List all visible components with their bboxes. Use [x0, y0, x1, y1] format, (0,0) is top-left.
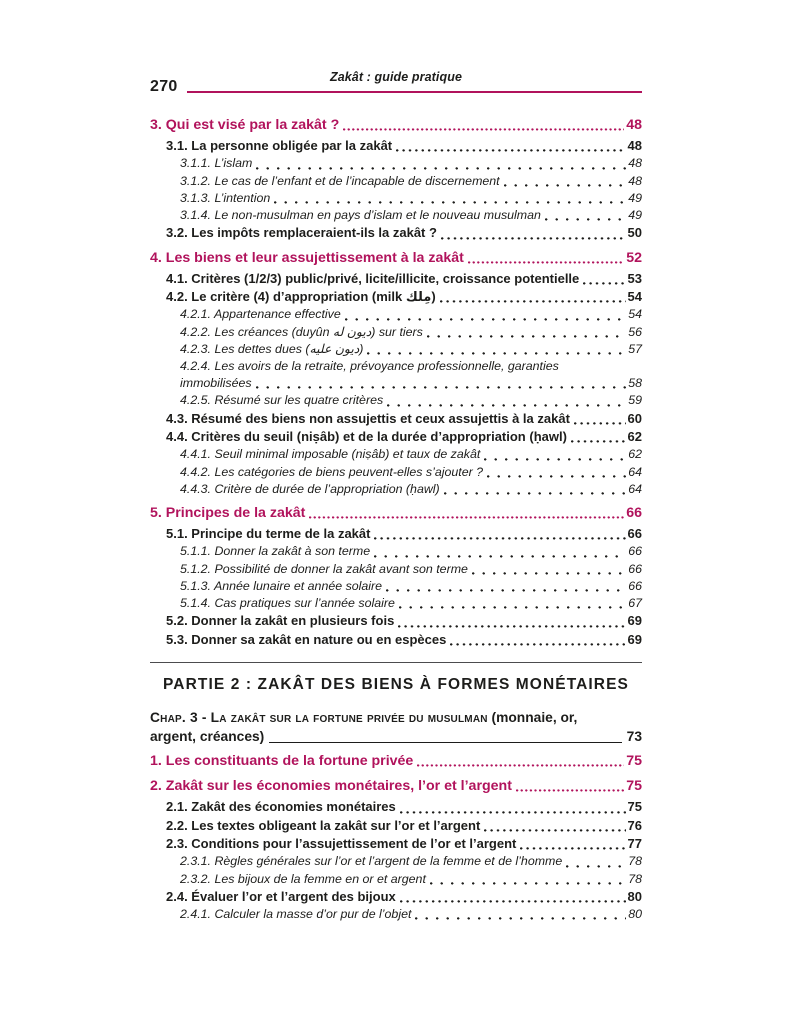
dotted-leader — [520, 846, 625, 850]
toc-entry — [150, 871, 642, 888]
solid-line-leader — [269, 742, 621, 743]
toc-page-number: 54 — [628, 307, 642, 322]
toc-entry-label: 4.2.4. Les avoirs de la retraite, prévoyance professionnelle, garanties — [180, 359, 559, 374]
dotted-leader — [484, 457, 626, 461]
section-divider — [150, 662, 642, 663]
toc-page-number: 56 — [628, 324, 642, 339]
toc-entry-label: 5.1.4. Cas pratiques sur l’année solaire — [180, 596, 395, 611]
dotted-leader — [441, 236, 626, 240]
dotted-leader — [574, 421, 626, 425]
toc-entry — [150, 270, 642, 288]
dotted-leader — [374, 536, 625, 540]
toc-page-number: 66 — [628, 578, 642, 593]
dotted-leader — [440, 299, 626, 303]
toc-entry — [150, 190, 642, 207]
dotted-leader — [399, 605, 626, 609]
toc-entry-label: 2.3.2. Les bijoux de la femme en or et argent — [180, 871, 426, 886]
toc-entry-label: 5.2. Donner la zakât en plusieurs fois — [166, 613, 395, 629]
toc-entry — [150, 224, 642, 242]
toc-entry-label: 3.1.2. Le cas de l’enfant et de l’incapable de discernement — [180, 173, 500, 188]
toc-page-number: 75 — [627, 799, 642, 815]
toc-entry — [150, 481, 642, 498]
toc-entry-continuation — [150, 375, 642, 392]
dotted-leader — [504, 183, 627, 187]
toc-page-number: 59 — [628, 393, 642, 408]
toc-entry — [150, 853, 642, 870]
dotted-leader — [427, 334, 626, 338]
toc-page-number: 76 — [627, 817, 642, 833]
toc-entry-label: 2.4.1. Calculer la masse d’or pur de l’objet — [180, 907, 412, 922]
toc-entry — [150, 155, 642, 172]
toc-page-number: 78 — [628, 854, 642, 869]
dotted-leader — [400, 810, 626, 814]
toc-entry — [150, 595, 642, 612]
toc-entry-label: 4.1. Critères (1/2/3) public/privé, licite/illicite, croissance potentielle — [166, 270, 580, 286]
chapter3-page-number: 73 — [626, 728, 642, 744]
toc-page-number: 78 — [628, 871, 642, 886]
toc-entry — [150, 306, 642, 323]
dotted-leader — [256, 166, 626, 170]
dotted-leader — [256, 385, 627, 389]
toc-entry — [150, 525, 642, 543]
toc-entry-label: 3.1.1. L’islam — [180, 156, 253, 171]
toc-entry-label: 4.4.3. Critère de durée de l’appropriation (ḥawl) — [180, 481, 440, 496]
toc-entry — [150, 116, 642, 135]
chapter3-heading — [150, 709, 642, 746]
toc-entry-label: 3. Qui est visé par la zakât ? — [150, 117, 340, 133]
toc-page-number: 58 — [628, 376, 642, 391]
toc-entry-label: 5.1.1. Donner la zakât à son terme — [180, 544, 371, 559]
toc-entry-label: 5.3. Donner sa zakât en nature ou en espèces — [166, 631, 447, 647]
toc-entry — [150, 612, 642, 630]
dotted-leader — [545, 217, 626, 221]
toc-entry — [150, 817, 642, 835]
toc-entry-label: 5. Principes de la zakât — [150, 505, 306, 522]
toc-entry — [150, 207, 642, 224]
toc-entry — [150, 906, 642, 923]
chapter3-heading-line2 — [150, 728, 642, 747]
toc-entry — [150, 561, 642, 578]
toc-entry-label: 2.4. Évaluer l’or et l’argent des bijoux — [166, 888, 396, 904]
dotted-leader — [484, 828, 625, 832]
toc-entry-label: 2.3. Conditions pour l’assujettissement de l’or et l’argent — [166, 835, 517, 851]
toc-page-number: 75 — [626, 753, 642, 770]
toc-entry — [150, 392, 642, 409]
toc-entry — [150, 543, 642, 560]
toc-page-number: 64 — [628, 464, 642, 479]
dotted-leader — [386, 588, 626, 592]
toc-entry — [150, 288, 642, 306]
dotted-leader — [309, 515, 624, 519]
toc-page-number: 48 — [628, 156, 642, 171]
toc-entry-label: 3.2. Les impôts remplaceraient-ils la zakât ? — [166, 225, 437, 241]
toc-page-number: 57 — [628, 341, 642, 356]
toc-entry-label: 4.4. Critères du seuil (niṣâb) et de la durée d’appropriation (ḥawl) — [166, 429, 567, 445]
toc-page-number: 48 — [627, 138, 642, 153]
toc-entry-label: 4.4.2. Les catégories de biens peuvent-elles s’ajouter ? — [180, 464, 484, 479]
toc-entry — [150, 137, 642, 155]
toc-entry — [150, 777, 642, 796]
dotted-leader — [274, 200, 626, 204]
toc-entry — [150, 173, 642, 190]
dotted-leader — [571, 439, 626, 443]
toc-page-number: 80 — [627, 888, 642, 904]
toc-page-number: 66 — [628, 561, 642, 576]
page-content — [150, 70, 642, 923]
toc-entry-label: 4.2.1. Appartenance effective — [180, 307, 341, 322]
dotted-leader — [444, 491, 627, 495]
toc-entry-label: 3.1.4. Le non-musulman en pays d’islam et le nouveau musulman — [180, 208, 541, 223]
toc-entry — [150, 578, 642, 595]
toc-entry-label: immobilisées — [180, 376, 252, 391]
toc-entry-label: 5.1.2. Possibilité de donner la zakât avant son terme — [180, 561, 468, 576]
toc-entry-label: 2.2. Les textes obligeant la zakât sur l’or et l’argent — [166, 817, 481, 833]
toc-entry-label: 2.1. Zakât des économies monétaires — [166, 799, 396, 815]
toc-entry-label: 2.3.1. Règles générales sur l’or et l’argent de la femme et de l’homme — [180, 854, 563, 869]
chapter3-title-suffix: (monnaie, or, — [487, 710, 578, 726]
header-rule — [187, 91, 642, 93]
dotted-leader — [345, 317, 626, 321]
dotted-leader — [430, 881, 626, 885]
part2-heading: PARTIE 2 : ZAKÂT DES BIENS À FORMES MONÉTAIRES — [163, 676, 629, 694]
dotted-leader — [415, 916, 626, 920]
running-header — [150, 70, 642, 104]
folio-page-number: 270 — [150, 78, 178, 95]
dotted-leader — [583, 281, 625, 285]
toc-entry — [150, 428, 642, 446]
dotted-leader — [450, 642, 625, 646]
toc-page-number: 49 — [628, 190, 642, 205]
toc-page-number: 49 — [628, 208, 642, 223]
toc-page-number: 64 — [628, 481, 642, 496]
dotted-leader — [398, 624, 625, 628]
toc-entry — [150, 504, 642, 523]
toc-page-number: 53 — [627, 270, 642, 286]
toc-page-number: 80 — [628, 907, 642, 922]
dotted-leader — [487, 474, 626, 478]
toc-page-number: 60 — [627, 410, 642, 426]
dotted-leader — [396, 148, 625, 152]
toc-entry-label: 3.1.3. L’intention — [180, 190, 271, 205]
toc-page-number: 67 — [628, 596, 642, 611]
toc-entry-label: 1. Les constituants de la fortune privée — [150, 753, 414, 770]
toc-page-number: 66 — [626, 505, 642, 522]
dotted-leader — [374, 554, 626, 558]
chapter3-heading-line1 — [150, 709, 642, 728]
dotted-leader — [472, 571, 626, 575]
toc-page-number: 77 — [627, 835, 642, 851]
toc-entry — [150, 410, 642, 428]
toc-entry — [150, 249, 642, 268]
toc-page-number: 62 — [627, 429, 642, 445]
toc-entry — [150, 888, 642, 906]
toc-entry — [150, 752, 642, 771]
toc-page-number: 48 — [628, 173, 642, 188]
toc-entry — [150, 631, 642, 649]
dotted-leader — [343, 127, 624, 131]
dotted-leader — [400, 899, 626, 903]
dotted-leader — [566, 864, 626, 868]
toc-entry-label: 4.2.5. Résumé sur les quatre critères — [180, 393, 384, 408]
toc-entry-label: 4.2.2. Les créances (duyûn ديون له) sur tiers — [180, 324, 423, 339]
chapter3-title-smallcaps: Chap. 3 - La zakât sur la fortune privée du musulman — [150, 710, 488, 726]
toc-list-part1 — [150, 116, 642, 649]
toc-entry — [150, 358, 642, 375]
dotted-leader — [417, 763, 624, 767]
toc-page-number: 52 — [626, 249, 642, 266]
toc-entry — [150, 446, 642, 463]
toc-entry-label: 5.1.3. Année lunaire et année solaire — [180, 578, 383, 593]
dotted-leader — [516, 788, 624, 792]
toc-page-number: 66 — [627, 526, 642, 542]
toc-entry-label: 5.1. Principe du terme de la zakât — [166, 526, 371, 542]
dotted-leader — [387, 403, 626, 407]
chapter3-title-continuation: argent, créances) — [150, 728, 265, 744]
toc-page-number: 75 — [626, 778, 642, 795]
toc-entry-label: 4.2.3. Les dettes dues (ديون عليه) — [180, 341, 364, 356]
toc-entry — [150, 464, 642, 481]
toc-entry — [150, 798, 642, 816]
toc-page-number: 50 — [627, 225, 642, 241]
dotted-leader — [468, 260, 624, 264]
toc-entry-label: 4.2. Le critère (4) d’appropriation (milk مِلك) — [166, 289, 436, 305]
running-title: Zakât : guide pratique — [329, 70, 463, 84]
toc-page-number: 69 — [627, 613, 642, 629]
toc-page-number: 69 — [627, 631, 642, 647]
toc-list-part2 — [150, 752, 642, 923]
toc-page-number: 54 — [627, 289, 642, 305]
toc-entry-label: 4.4.1. Seuil minimal imposable (niṣâb) et taux de zakât — [180, 447, 481, 462]
toc-entry-label: 3.1. La personne obligée par la zakât — [166, 138, 393, 153]
toc-entry-label: 4.3. Résumé des biens non assujettis et ceux assujettis à la zakât — [166, 410, 570, 426]
dotted-leader — [367, 351, 626, 355]
toc-page-number: 62 — [628, 447, 642, 462]
toc-entry — [150, 341, 642, 358]
toc-page-number: 66 — [628, 544, 642, 559]
toc-entry-label: 4. Les biens et leur assujettissement à la zakât — [150, 249, 464, 266]
toc-entry — [150, 324, 642, 341]
toc-entry — [150, 835, 642, 853]
toc-entry-label: 2. Zakât sur les économies monétaires, l’or et l’argent — [150, 778, 512, 795]
toc-page-number: 48 — [626, 117, 642, 133]
